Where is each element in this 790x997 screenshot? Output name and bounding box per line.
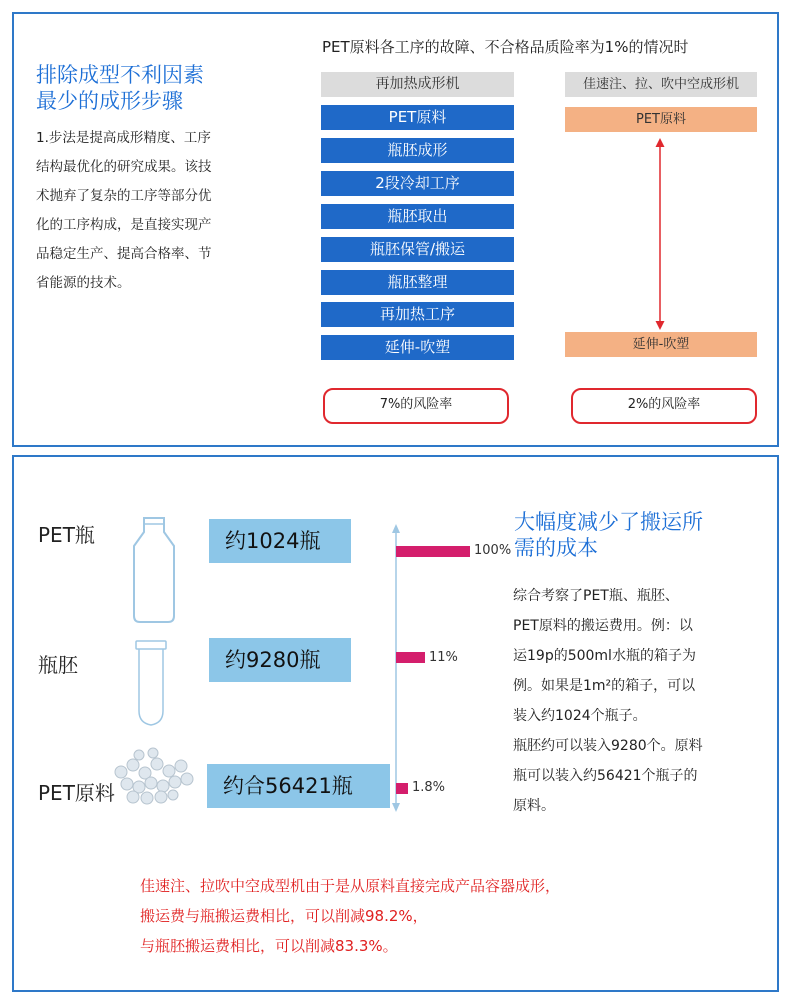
desc-line: 省能源的技术。	[36, 275, 131, 291]
title-line-2: 需的成本	[514, 536, 598, 560]
bottle-icon	[114, 512, 194, 627]
process-chart-title: PET原料各工序的故障、不合格品质险率为1%的情况时	[322, 38, 689, 56]
desc-line: 1.步法是提高成形精度、工序	[36, 130, 211, 146]
summary-line: 搬运费与瓶搬运费相比，可以削减98.2%，	[140, 907, 428, 925]
desc-line: 瓶可以装入约56421个瓶子的	[513, 768, 698, 784]
count-box-pet-resin: 约合56421瓶	[207, 764, 390, 808]
cost-reduction-summary	[140, 871, 760, 961]
process-step: 延伸-吹塑	[321, 335, 514, 360]
desc-line: 综合考察了PET瓶、瓶胚、	[513, 588, 679, 604]
item-label-pet-resin: PET原料	[38, 781, 115, 805]
section-title-2	[514, 509, 703, 561]
process-step: 2段冷却工序	[321, 171, 514, 196]
process-comparison-panel	[12, 12, 779, 447]
desc-line: 瓶胚约可以装入9280个。原料	[513, 738, 703, 754]
item-label-pet-bottle: PET瓶	[38, 523, 95, 547]
title-line-1: 大幅度减少了搬运所	[514, 510, 703, 534]
pellets-icon	[109, 747, 199, 807]
desc-line: 化的工序构成，是直接实现产	[36, 217, 212, 233]
process-step: PET原料	[321, 105, 514, 130]
process-step: 瓶胚成形	[321, 138, 514, 163]
desc-line: 结构最优化的研究成果。该技	[36, 159, 212, 175]
double-arrow-icon	[650, 136, 670, 332]
process-step: 瓶胚保管/搬运	[321, 237, 514, 262]
desc-line: 品稳定生产、提高合格率、节	[36, 246, 212, 262]
conventional-risk-badge: 7%的风险率	[323, 388, 509, 424]
process-step: 瓶胚整理	[321, 270, 514, 295]
single-step-end: 延伸-吹塑	[565, 332, 757, 357]
bar-label-pet-resin: 1.8%	[412, 780, 446, 795]
count-box-preform: 约9280瓶	[209, 638, 351, 682]
desc-line: 术抛弃了复杂的工序等部分优	[36, 188, 212, 204]
method-description	[36, 124, 266, 298]
preform-icon	[126, 637, 176, 737]
desc-line: 例。如果是1m²的箱子，可以	[513, 678, 696, 694]
count-box-pet-bottle: 约1024瓶	[209, 519, 351, 563]
process-step: 瓶胚取出	[321, 204, 514, 229]
summary-line: 佳速注、拉吹中空成型机由于是从原料直接完成产品容器成形，	[140, 877, 561, 895]
summary-line: 与瓶胚搬运费相比，可以削减83.3%。	[140, 937, 398, 955]
desc-line: 装入约1024个瓶子。	[513, 708, 647, 724]
title-line-2: 最少的成形步骤	[36, 89, 183, 113]
bar-label-preform: 11%	[429, 650, 458, 665]
bar-pet-bottle	[396, 546, 470, 557]
axis-arrow-icon	[388, 523, 404, 813]
title-line-1: 排除成型不利因素	[36, 63, 204, 87]
desc-line: PET原料的搬运费用。例：以	[513, 618, 693, 634]
item-label-preform: 瓶胚	[38, 653, 78, 677]
transport-description	[513, 581, 763, 821]
section-title-1	[36, 62, 204, 114]
bar-preform	[396, 652, 425, 663]
bar-label-pet-bottle: 100%	[474, 543, 512, 558]
transport-cost-panel	[12, 455, 779, 992]
bar-pet-resin	[396, 783, 408, 794]
conventional-machine-header: 再加热成形机	[321, 72, 514, 97]
single-step-risk-badge: 2%的风险率	[571, 388, 757, 424]
desc-line: 运19p的500ml水瓶的箱子为	[513, 648, 696, 664]
single-step-machine-header: 佳速注、拉、吹中空成形机	[565, 72, 757, 97]
desc-line: 原料。	[513, 798, 555, 814]
single-step-start: PET原料	[565, 107, 757, 132]
process-step: 再加热工序	[321, 302, 514, 327]
